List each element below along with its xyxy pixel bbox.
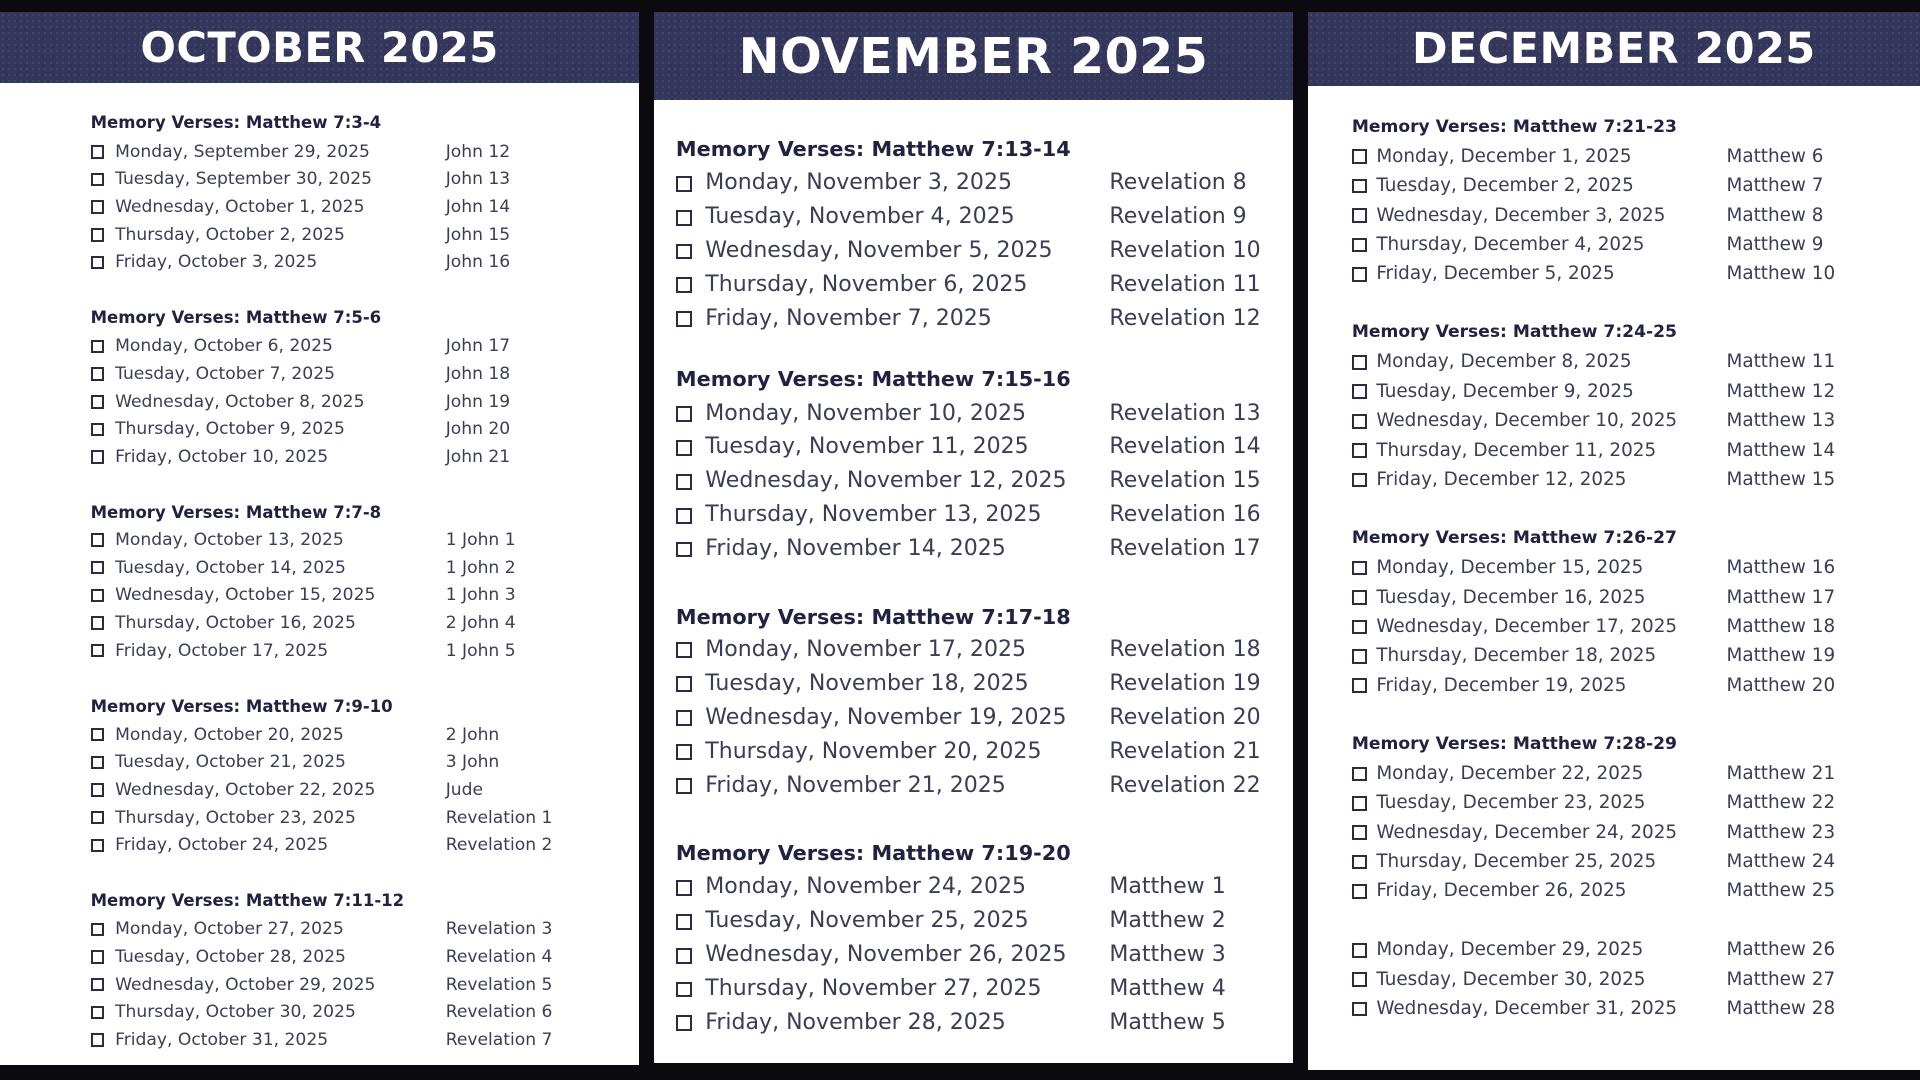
reading-date: Thursday, December 4, 2025 [1376, 233, 1645, 255]
reading-checklist-item[interactable] [0, 251, 639, 273]
reading-date: Tuesday, November 25, 2025 [705, 908, 1029, 934]
checkbox[interactable] [1352, 384, 1367, 399]
reading-passage: Matthew 23 [1726, 821, 1836, 843]
reading-checklist-item[interactable] [0, 141, 639, 163]
reading-checklist-item[interactable] [654, 203, 1293, 232]
reading-checklist-item[interactable] [1308, 174, 1920, 198]
reading-passage: Matthew 25 [1726, 880, 1836, 902]
reading-date: Friday, December 5, 2025 [1376, 263, 1615, 285]
reading-date: Wednesday, October 22, 2025 [115, 779, 376, 800]
checkbox[interactable] [676, 914, 692, 930]
reading-checklist-item[interactable] [654, 772, 1293, 801]
reading-passage: Revelation 7 [445, 1029, 553, 1050]
reading-date: Monday, December 15, 2025 [1376, 557, 1644, 579]
memory-verse-heading: Memory Verses: Matthew 7:24-25 [1351, 322, 1677, 343]
reading-date: Tuesday, October 28, 2025 [115, 946, 346, 967]
reading-date: Thursday, December 25, 2025 [1376, 851, 1657, 873]
reading-date: Monday, November 10, 2025 [705, 400, 1026, 426]
reading-date: Tuesday, October 21, 2025 [115, 752, 346, 773]
reading-checklist-item[interactable] [654, 636, 1293, 665]
reading-checklist-item[interactable] [1308, 997, 1920, 1021]
checkbox[interactable] [91, 423, 104, 436]
reading-checklist-item[interactable] [654, 975, 1293, 1004]
checkbox[interactable] [1352, 855, 1367, 870]
reading-checklist-item[interactable] [0, 529, 639, 551]
reading-date: Friday, December 12, 2025 [1376, 469, 1627, 491]
reading-checklist-item[interactable] [654, 738, 1293, 767]
reading-date: Tuesday, December 9, 2025 [1376, 380, 1634, 402]
reading-date: Thursday, October 9, 2025 [115, 419, 345, 440]
month-title: NOVEMBER 2025 [738, 27, 1209, 85]
checkbox[interactable] [1352, 1002, 1367, 1017]
memory-verse-heading: Memory Verses: Matthew 7:28-29 [1351, 733, 1677, 754]
checkbox[interactable] [91, 978, 104, 991]
month-header [0, 12, 639, 83]
checkbox[interactable] [676, 508, 692, 524]
reading-checklist-item[interactable] [1308, 644, 1920, 668]
reading-passage: Matthew 4 [1109, 976, 1226, 1002]
reading-passage: Matthew 8 [1726, 204, 1824, 226]
memory-verse-heading: Memory Verses: Matthew 7:9-10 [90, 697, 393, 717]
reading-date: Tuesday, December 23, 2025 [1376, 792, 1646, 814]
checkbox[interactable] [676, 642, 692, 658]
reading-date: Thursday, November 6, 2025 [705, 272, 1028, 298]
reading-passage: John 19 [445, 391, 511, 412]
reading-date: Wednesday, October 8, 2025 [115, 391, 365, 412]
checkbox[interactable] [91, 1033, 104, 1046]
month-panel-december [1308, 12, 1920, 1070]
reading-checklist-item[interactable] [1308, 556, 1920, 580]
memory-verse-heading: Memory Verses: Matthew 7:26-27 [1351, 528, 1677, 549]
reading-passage: Matthew 21 [1726, 762, 1836, 784]
reading-checklist-item[interactable] [1308, 262, 1920, 286]
checkbox[interactable] [676, 710, 692, 726]
reading-passage: Revelation 6 [445, 1002, 553, 1023]
reading-passage: John 21 [445, 447, 511, 468]
reading-checklist-item[interactable] [0, 335, 639, 357]
reading-checklist-item[interactable] [654, 907, 1293, 936]
reading-checklist-item[interactable] [654, 169, 1293, 198]
checkbox[interactable] [676, 244, 692, 260]
reading-passage: Matthew 3 [1109, 942, 1226, 968]
reading-checklist-item[interactable] [0, 640, 639, 662]
reading-date: Monday, September 29, 2025 [115, 141, 370, 162]
month-title: OCTOBER 2025 [140, 23, 499, 73]
checkbox[interactable] [1352, 443, 1367, 458]
reading-passage: Jude [445, 779, 484, 800]
reading-checklist-item[interactable] [1308, 821, 1920, 845]
checkbox[interactable] [91, 145, 104, 158]
reading-date: Wednesday, November 19, 2025 [705, 704, 1067, 730]
reading-date: Monday, October 6, 2025 [115, 336, 333, 357]
checkbox[interactable] [1352, 943, 1367, 958]
reading-checklist-item[interactable] [1308, 879, 1920, 903]
checkbox[interactable] [676, 542, 692, 558]
checkbox[interactable] [91, 644, 104, 657]
checkbox[interactable] [91, 561, 104, 574]
reading-checklist-item[interactable] [1308, 615, 1920, 639]
reading-date: Tuesday, October 14, 2025 [115, 557, 346, 578]
reading-checklist-item[interactable] [1308, 468, 1920, 492]
reading-checklist-item[interactable] [1308, 145, 1920, 169]
reading-passage: Revelation 11 [1109, 272, 1261, 298]
checkbox[interactable] [91, 1006, 104, 1019]
reading-date: Friday, November 28, 2025 [705, 1010, 1006, 1036]
checkbox[interactable] [676, 176, 692, 192]
checkbox[interactable] [676, 1015, 692, 1031]
reading-checklist-item[interactable] [0, 751, 639, 773]
memory-verse-heading: Memory Verses: Matthew 7:5-6 [90, 308, 382, 328]
reading-checklist-item[interactable] [0, 946, 639, 968]
reading-passage: Matthew 14 [1726, 439, 1836, 461]
checkbox[interactable] [676, 311, 692, 327]
memory-verse-heading: Memory Verses: Matthew 7:15-16 [675, 367, 1071, 392]
reading-passage: Revelation 1 [445, 807, 553, 828]
reading-checklist-item[interactable] [0, 1001, 639, 1023]
reading-checklist-item[interactable] [1308, 233, 1920, 257]
reading-checklist-item[interactable] [0, 612, 639, 634]
reading-date: Tuesday, December 16, 2025 [1376, 586, 1646, 608]
memory-verse-heading: Memory Verses: Matthew 7:21-23 [1351, 116, 1677, 137]
reading-passage: Matthew 19 [1726, 645, 1836, 667]
checkbox[interactable] [1352, 590, 1367, 605]
checkbox[interactable] [91, 839, 104, 852]
reading-checklist-item[interactable] [654, 670, 1293, 699]
reading-passage: Matthew 9 [1726, 233, 1824, 255]
reading-date: Wednesday, December 3, 2025 [1376, 204, 1666, 226]
checkbox[interactable] [91, 200, 104, 213]
checkbox[interactable] [91, 533, 104, 546]
checkbox[interactable] [91, 228, 104, 241]
reading-checklist-item[interactable] [654, 501, 1293, 530]
reading-date: Thursday, October 16, 2025 [115, 612, 356, 633]
reading-date: Wednesday, October 15, 2025 [115, 585, 376, 606]
checkbox[interactable] [91, 923, 104, 936]
reading-date: Friday, November 14, 2025 [705, 536, 1006, 562]
reading-date: Friday, October 3, 2025 [115, 252, 318, 273]
reading-passage: 2 John 4 [445, 612, 516, 633]
reading-date: Monday, December 1, 2025 [1376, 145, 1632, 167]
reading-date: Monday, November 24, 2025 [705, 874, 1026, 900]
reading-date: Wednesday, November 5, 2025 [705, 238, 1053, 264]
reading-passage: Revelation 17 [1109, 536, 1261, 562]
reading-passage: 2 John [445, 724, 500, 745]
reading-checklist-item[interactable] [654, 237, 1293, 266]
reading-passage: 1 John 2 [445, 557, 516, 578]
reading-checklist-item[interactable] [0, 363, 639, 385]
reading-checklist-item[interactable] [654, 1009, 1293, 1038]
checkbox[interactable] [91, 450, 104, 463]
reading-passage: Revelation 22 [1109, 772, 1261, 798]
memory-verse-heading: Memory Verses: Matthew 7:19-20 [675, 841, 1071, 866]
memory-verse-heading: Memory Verses: Matthew 7:13-14 [675, 136, 1071, 161]
reading-passage: Revelation 4 [445, 946, 553, 967]
reading-passage: Revelation 14 [1109, 434, 1261, 460]
reading-date: Thursday, December 18, 2025 [1376, 645, 1657, 667]
memory-verse-heading: Memory Verses: Matthew 7:3-4 [90, 113, 382, 133]
reading-date: Monday, December 29, 2025 [1376, 939, 1644, 961]
checkbox[interactable] [1352, 179, 1367, 194]
checkbox[interactable] [91, 340, 104, 353]
reading-passage: John 18 [445, 364, 511, 385]
reading-date: Monday, December 22, 2025 [1376, 762, 1644, 784]
reading-checklist-item[interactable] [1308, 439, 1920, 463]
month-panel-november [654, 12, 1293, 1063]
reading-passage: Matthew 26 [1726, 939, 1836, 961]
reading-passage: Revelation 19 [1109, 670, 1261, 696]
reading-passage: Matthew 24 [1726, 851, 1836, 873]
reading-date: Friday, November 7, 2025 [705, 306, 992, 331]
reading-checklist-item[interactable] [654, 535, 1293, 564]
reading-date: Thursday, December 11, 2025 [1376, 439, 1657, 461]
reading-date: Tuesday, December 30, 2025 [1376, 968, 1646, 990]
reading-passage: 3 John [445, 752, 500, 773]
reading-date: Thursday, October 2, 2025 [115, 224, 345, 245]
reading-checklist-item[interactable] [654, 400, 1293, 429]
reading-passage: John 16 [445, 252, 511, 273]
checkbox[interactable] [91, 256, 104, 269]
reading-date: Thursday, October 23, 2025 [115, 807, 356, 828]
reading-checklist-item[interactable] [1308, 204, 1920, 228]
reading-passage: 1 John 5 [445, 640, 516, 661]
reading-checklist-item[interactable] [0, 724, 639, 746]
checkbox[interactable] [676, 744, 692, 760]
reading-passage: John 17 [445, 336, 511, 357]
reading-checklist-item[interactable] [1308, 968, 1920, 992]
reading-passage: Revelation 13 [1109, 400, 1261, 426]
reading-date: Tuesday, November 11, 2025 [705, 434, 1029, 460]
reading-checklist-item[interactable] [0, 196, 639, 218]
reading-checklist-item[interactable] [1308, 850, 1920, 874]
checkbox[interactable] [1352, 678, 1367, 693]
reading-passage: Revelation 20 [1109, 704, 1261, 730]
reading-checklist-item[interactable] [0, 391, 639, 413]
checkbox[interactable] [1352, 767, 1367, 782]
reading-passage: Matthew 13 [1726, 410, 1836, 432]
reading-passage: Revelation 5 [445, 974, 553, 995]
reading-passage: 1 John 1 [445, 529, 516, 550]
reading-date: Wednesday, October 1, 2025 [115, 197, 365, 218]
reading-checklist-item[interactable] [1308, 350, 1920, 374]
reading-date: Monday, November 3, 2025 [705, 170, 1012, 196]
reading-checklist-item[interactable] [654, 941, 1293, 970]
reading-passage: Revelation 15 [1109, 468, 1261, 494]
reading-date: Friday, October 24, 2025 [115, 835, 329, 856]
memory-verse-heading: Memory Verses: Matthew 7:7-8 [90, 502, 382, 522]
checkbox[interactable] [91, 728, 104, 741]
reading-passage: Matthew 7 [1726, 175, 1824, 197]
month-header [654, 12, 1293, 100]
checkbox[interactable] [676, 474, 692, 490]
reading-checklist-item[interactable] [1308, 938, 1920, 962]
reading-passage: John 15 [445, 224, 511, 245]
reading-date: Thursday, November 13, 2025 [705, 502, 1042, 528]
checkbox[interactable] [91, 173, 104, 186]
reading-date: Wednesday, December 17, 2025 [1376, 615, 1678, 637]
checkbox[interactable] [1352, 414, 1367, 429]
checkbox[interactable] [676, 778, 692, 794]
reading-passage: Revelation 16 [1109, 502, 1261, 528]
checkbox[interactable] [91, 756, 104, 769]
reading-checklist-item[interactable] [0, 224, 639, 246]
checkbox[interactable] [676, 880, 692, 896]
reading-passage: Revelation 18 [1109, 636, 1261, 662]
reading-date: Monday, November 17, 2025 [705, 636, 1026, 662]
reading-date: Wednesday, December 24, 2025 [1376, 821, 1678, 843]
checkbox[interactable] [91, 367, 104, 380]
checkbox[interactable] [676, 676, 692, 692]
month-title: DECEMBER 2025 [1411, 23, 1816, 74]
reading-checklist-item[interactable] [654, 433, 1293, 462]
checkbox[interactable] [676, 948, 692, 964]
reading-passage: Matthew 15 [1726, 469, 1836, 491]
checkbox[interactable] [676, 982, 692, 998]
reading-checklist-item[interactable] [1308, 762, 1920, 786]
reading-passage: Matthew 22 [1726, 792, 1836, 814]
reading-passage: Matthew 12 [1726, 380, 1836, 402]
reading-passage: Matthew 17 [1726, 586, 1836, 608]
reading-checklist-item[interactable] [0, 974, 639, 996]
reading-passage: Matthew 20 [1726, 674, 1836, 696]
memory-verse-heading: Memory Verses: Matthew 7:11-12 [90, 890, 405, 910]
reading-date: Monday, October 27, 2025 [115, 919, 344, 940]
reading-date: Friday, November 21, 2025 [705, 772, 1006, 798]
reading-date: Friday, October 17, 2025 [115, 640, 329, 661]
checkbox[interactable] [1352, 649, 1367, 664]
reading-date: Friday, October 31, 2025 [115, 1029, 329, 1050]
reading-passage: Matthew 6 [1726, 145, 1824, 167]
memory-verse-heading: Memory Verses: Matthew 7:17-18 [675, 604, 1071, 629]
reading-date: Wednesday, October 29, 2025 [115, 974, 376, 995]
reading-date: Wednesday, December 31, 2025 [1376, 998, 1678, 1020]
checkbox[interactable] [1352, 267, 1367, 282]
reading-checklist-item[interactable] [654, 704, 1293, 733]
reading-passage: Matthew 2 [1109, 908, 1226, 934]
reading-date: Friday, October 10, 2025 [115, 447, 329, 468]
reading-date: Thursday, November 20, 2025 [705, 738, 1042, 764]
reading-checklist-item[interactable] [654, 873, 1293, 902]
reading-checklist-item[interactable] [0, 168, 639, 190]
reading-checklist-item[interactable] [0, 418, 639, 440]
checkbox[interactable] [1352, 972, 1367, 987]
checkbox[interactable] [91, 395, 104, 408]
reading-passage: John 14 [445, 197, 511, 218]
checkbox[interactable] [1352, 355, 1367, 370]
reading-passage: Matthew 27 [1726, 968, 1836, 990]
checkbox[interactable] [1352, 825, 1367, 840]
reading-passage: Revelation 21 [1109, 738, 1261, 764]
reading-date: Friday, December 19, 2025 [1376, 674, 1627, 696]
reading-passage: Revelation 9 [1109, 204, 1247, 230]
reading-passage: Matthew 1 [1109, 874, 1226, 900]
checkbox[interactable] [1352, 238, 1367, 253]
reading-date: Wednesday, November 12, 2025 [705, 468, 1067, 494]
reading-checklist-item[interactable] [0, 807, 639, 829]
reading-date: Wednesday, November 26, 2025 [705, 942, 1067, 968]
checkbox[interactable] [91, 616, 104, 629]
checkbox[interactable] [1352, 473, 1367, 488]
reading-passage: Revelation 3 [445, 919, 553, 940]
reading-checklist-item[interactable] [1308, 791, 1920, 815]
reading-passage: Revelation 12 [1109, 306, 1261, 331]
reading-checklist-item[interactable] [0, 1029, 639, 1051]
reading-date: Tuesday, September 30, 2025 [115, 169, 373, 190]
checkbox[interactable] [91, 589, 104, 602]
reading-date: Thursday, October 30, 2025 [115, 1002, 356, 1023]
reading-passage: John 20 [445, 419, 511, 440]
month-panel-october [0, 12, 639, 1065]
reading-checklist-item[interactable] [1308, 586, 1920, 610]
reading-checklist-item[interactable] [654, 271, 1293, 300]
reading-checklist-item[interactable] [0, 918, 639, 940]
reading-passage: Matthew 16 [1726, 557, 1836, 579]
checkbox[interactable] [1352, 884, 1367, 899]
checkbox[interactable] [1352, 620, 1367, 635]
checkbox[interactable] [676, 440, 692, 456]
reading-checklist-item[interactable] [0, 557, 639, 579]
reading-checklist-item[interactable] [1308, 409, 1920, 433]
reading-passage: John 12 [445, 141, 511, 162]
reading-date: Wednesday, December 10, 2025 [1376, 410, 1678, 432]
reading-checklist-item[interactable] [654, 467, 1293, 496]
reading-passage: Revelation 2 [445, 835, 553, 856]
checkbox[interactable] [1352, 796, 1367, 811]
checkbox[interactable] [676, 406, 692, 422]
checkbox[interactable] [1352, 149, 1367, 164]
reading-date: Thursday, November 27, 2025 [705, 976, 1042, 1002]
reading-date: Friday, December 26, 2025 [1376, 880, 1627, 902]
month-header [1308, 12, 1920, 85]
checkbox[interactable] [1352, 561, 1367, 576]
reading-passage: Revelation 8 [1109, 170, 1247, 196]
reading-checklist-item[interactable] [0, 446, 639, 468]
reading-passage: Matthew 11 [1726, 351, 1836, 373]
checkbox[interactable] [1352, 208, 1367, 223]
reading-checklist-item[interactable] [1308, 674, 1920, 698]
reading-checklist-item[interactable] [0, 834, 639, 856]
checkbox[interactable] [91, 811, 104, 824]
reading-checklist-item[interactable] [0, 779, 639, 801]
checkbox[interactable] [676, 210, 692, 226]
reading-passage: Matthew 28 [1726, 998, 1836, 1020]
reading-date: Monday, December 8, 2025 [1376, 351, 1632, 373]
reading-passage: John 13 [445, 169, 511, 190]
checkbox[interactable] [676, 277, 692, 293]
reading-passage: Matthew 10 [1726, 263, 1836, 285]
reading-date: Tuesday, December 2, 2025 [1376, 175, 1634, 197]
reading-passage: Revelation 10 [1109, 238, 1261, 264]
reading-checklist-item[interactable] [0, 584, 639, 606]
reading-checklist-item[interactable] [654, 305, 1293, 334]
reading-date: Tuesday, November 4, 2025 [705, 204, 1015, 230]
reading-date: Tuesday, November 18, 2025 [705, 670, 1029, 696]
reading-date: Tuesday, October 7, 2025 [115, 364, 335, 385]
reading-date: Monday, October 13, 2025 [115, 529, 344, 550]
reading-passage: Matthew 18 [1726, 615, 1836, 637]
reading-passage: Matthew 5 [1109, 1010, 1226, 1036]
reading-checklist-item[interactable] [1308, 380, 1920, 404]
reading-date: Monday, October 20, 2025 [115, 724, 344, 745]
checkbox[interactable] [91, 783, 104, 796]
checkbox[interactable] [91, 950, 104, 963]
reading-passage: 1 John 3 [445, 585, 516, 606]
